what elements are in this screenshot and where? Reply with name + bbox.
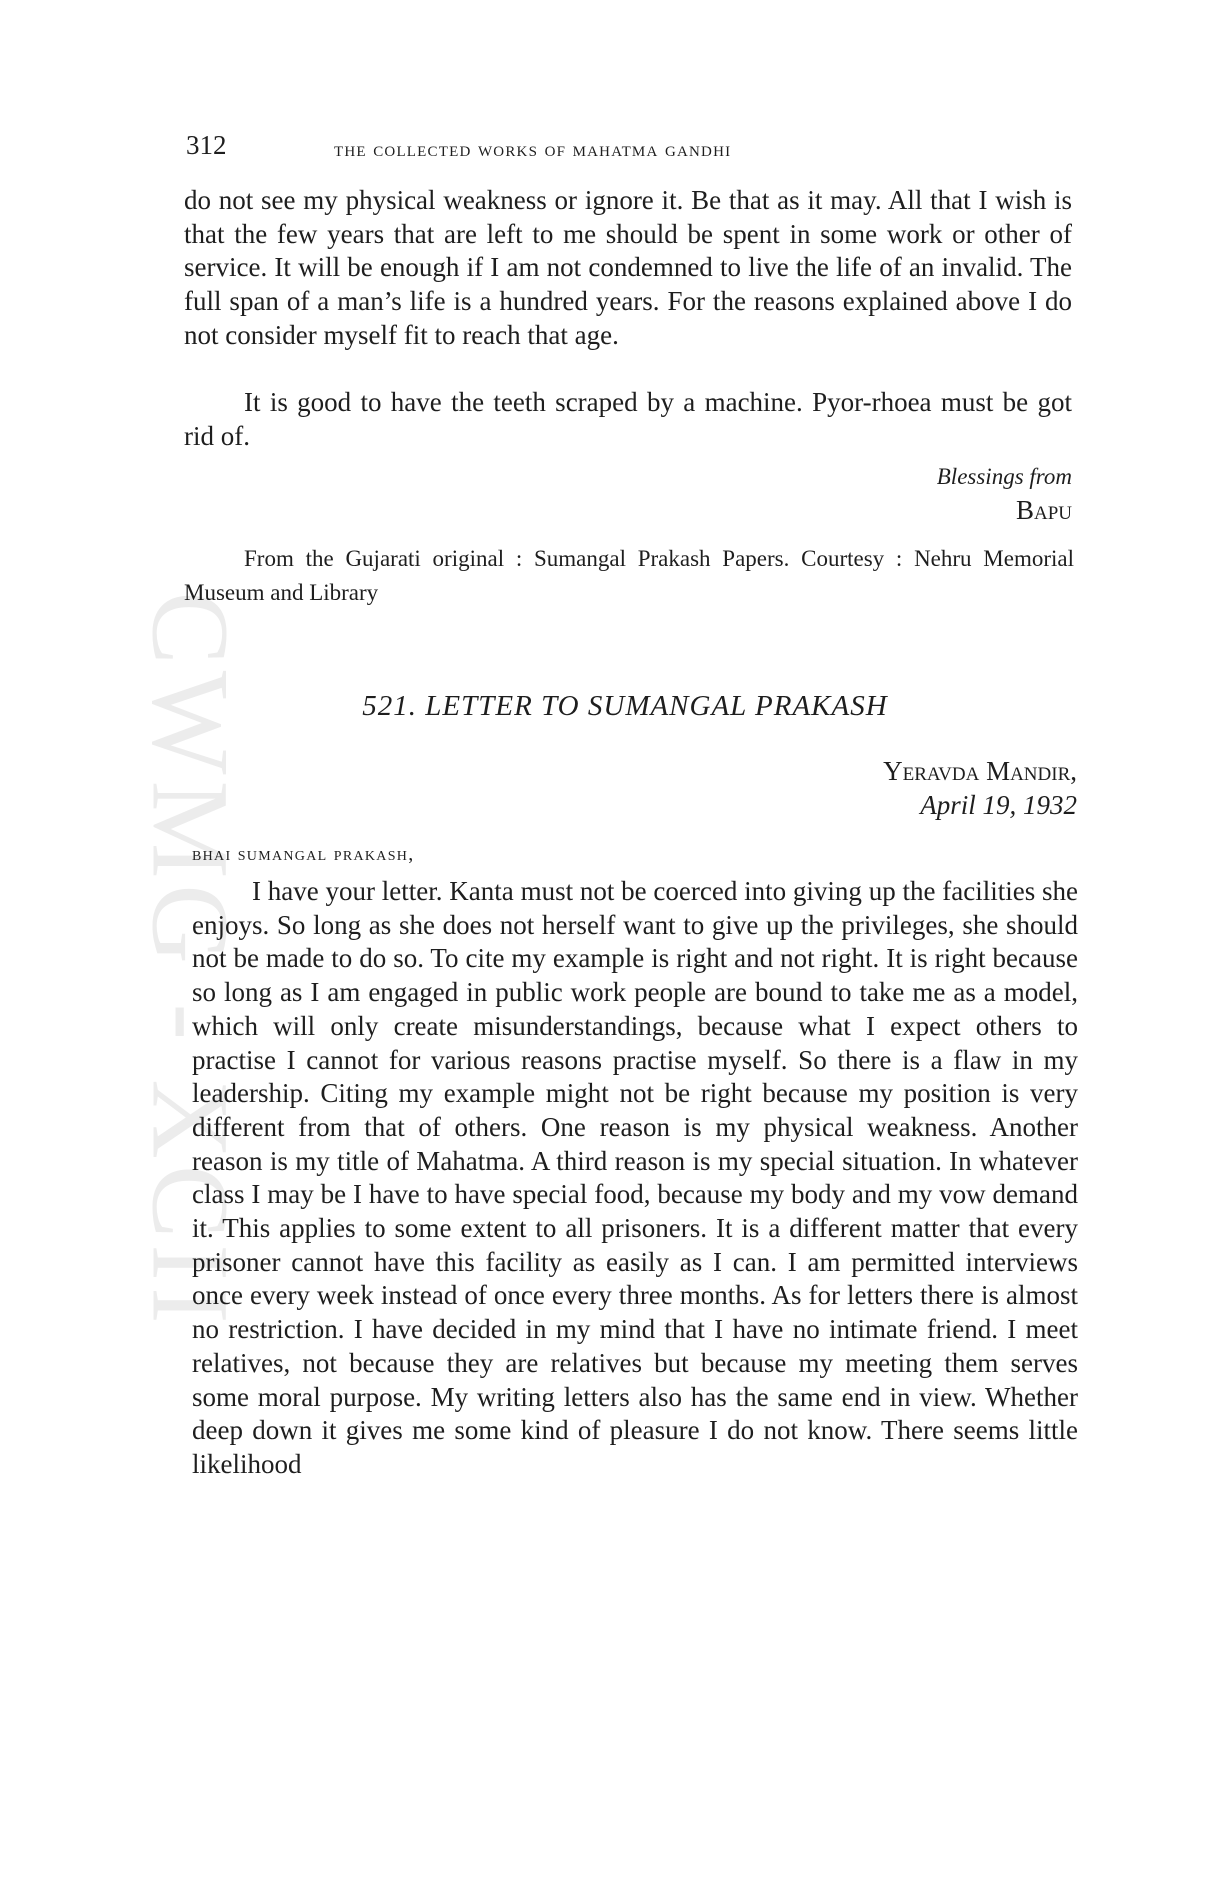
page-number: 312 (186, 130, 227, 160)
continuation-paragraph-1: do not see my physical weakness or ignore it. Be that as it may. All that I wish is that the few years that are left to me should be spent in some work or other of service. It will be enough if I am not condemned to live the life of an invalid. The full span of a man’s life is a hundred years. For the reasons explained above I do not consider myself fit to reach that age. (184, 185, 1072, 350)
running-head: the collected works of mahatma gandhi (334, 137, 732, 161)
closing-line: Blessings from (936, 464, 1072, 489)
watermark-text: CWMG - XCII (129, 590, 252, 1330)
letter-place: Yeravda Mandir, (883, 756, 1077, 786)
source-note: From the Gujarati original : Sumangal Prakash Papers. Courtesy : Nehru Memorial Museum and Library (184, 546, 1074, 605)
continuation-paragraph-2: It is good to have the teeth scraped by a machine. Pyor-rhoea must be got rid of. (184, 387, 1072, 451)
salutation: bhai sumangal prakash, (192, 843, 415, 865)
page-header (186, 130, 926, 164)
letter-body: I have your letter. Kanta must not be coerced into giving up the facilities she enjoys. So long as she does not herself want to give up the privileges, she should not be made to do so. To cite my example is right and not right. It is right because so long as I am engaged in public work people are bound to take me as a model, which will only create misunderstandings, because what I expect others to practise I cannot for various reasons practise myself. So there is a flaw in my leadership. Citing my example might not be right because my position is very different from that of others. One reason is my physical weakness. Another reason is my title of Mahatma. A third reason is my special situation. In whatever class I may be I have to have special food, because my body and my vow demand it. This applies to some extent to all prisoners. It is a different matter that every prisoner cannot have this facility as easily as I can. I am permitted interviews once every week instead of once every three months. As for letters there is almost no restriction. I have decided in my mind that I have no intimate friend. I meet relatives, not because they are relatives but because my meeting them serves some moral purpose. My writing letters also has the same end in view. Whether deep down it gives me some kind of pleasure I do not know. There seems little likelihood (192, 876, 1078, 1479)
letter-title: 521. LETTER TO SUMANGAL PRAKASH (362, 690, 888, 722)
signature: Bapu (1015, 495, 1072, 525)
letter-date: April 19, 1932 (920, 790, 1077, 820)
